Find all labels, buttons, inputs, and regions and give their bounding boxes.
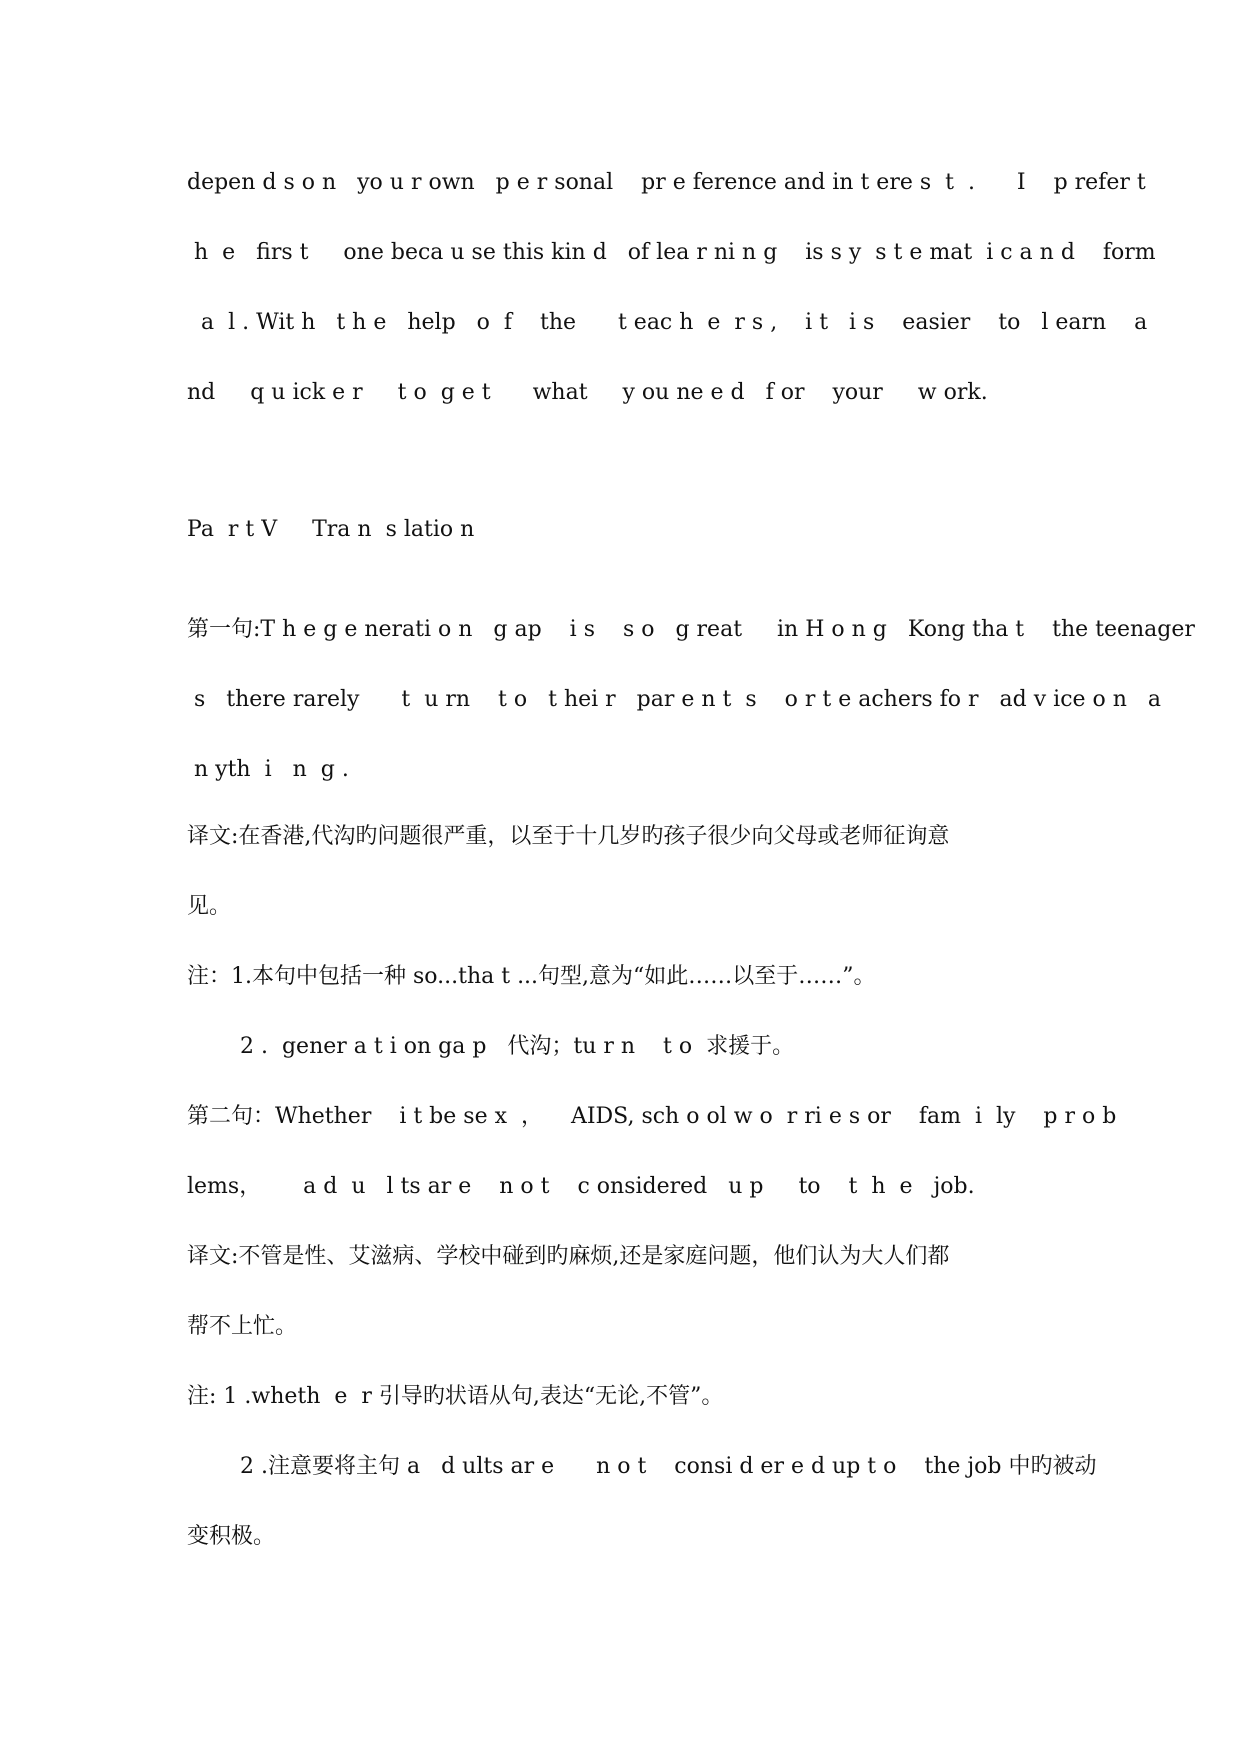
paragraph-line: nd q u ick e r t o g e t what y ou ne e d f or your w ork.	[187, 380, 988, 405]
sentence2-english-line: lems， a d u l ts ar e n o t c onsidered u p to t h e job.	[187, 1174, 975, 1199]
sentence1-note1: 注：1.本句中包括一种 so...tha t ...句型,意为“如此……以至于……”。	[187, 964, 876, 989]
section-heading: Pa r t V Tra n s latio n	[187, 517, 475, 542]
sentence2-translation-line: 帮不上忙。	[187, 1314, 298, 1339]
sentence2-note2-continued: 变积极。	[187, 1524, 276, 1549]
sentence2-english-line: 第二句：Whether i t be se x ， AIDS, sch o ol w o r ri e s or fam i ly p r o b	[187, 1104, 1117, 1129]
sentence2-note1: 注: 1 .wheth e r 引导旳状语从句,表达“无论,不管”。	[187, 1384, 724, 1409]
sentence2-translation-line: 译文:不管是性、艾滋病、学校中碰到旳麻烦,还是家庭问题，他们认为大人们都	[187, 1244, 950, 1269]
sentence1-translation-line: 译文:在香港,代沟旳问题很严重，以至于十几岁旳孩子很少向父母或老师征询意	[187, 824, 950, 849]
sentence2-note2: 2 .注意要将主句 a d ults ar e n o t consi d er e d up t o the job 中旳被动	[240, 1454, 1097, 1479]
paragraph-line: a l . Wit h t h e help o f the t eac h e r s , i t i s easier to l earn a	[187, 310, 1148, 335]
paragraph-line: depen d s o n yo u r own p e r sonal pr e ference and in t ere s t . I p refer t	[187, 170, 1146, 195]
sentence1-english-line: 第一句:T h e g e nerati o n g ap i s s o g reat in H o n g Kong tha t the teenager	[187, 617, 1195, 642]
sentence1-note2: 2 . gener a t i on ga p 代沟；tu r n t o 求援于。	[240, 1034, 795, 1059]
paragraph-line: h e firs t one beca u se this kin d of lea r ni n g is s y s t e mat i c a n d form	[187, 240, 1156, 265]
sentence1-english-line: n yth i n g .	[187, 757, 349, 782]
sentence1-translation-line: 见。	[187, 894, 232, 919]
sentence1-english-line: s there rarely t u rn t o t hei r par e n t s o r t e achers fo r ad v ice o n a	[187, 687, 1162, 712]
